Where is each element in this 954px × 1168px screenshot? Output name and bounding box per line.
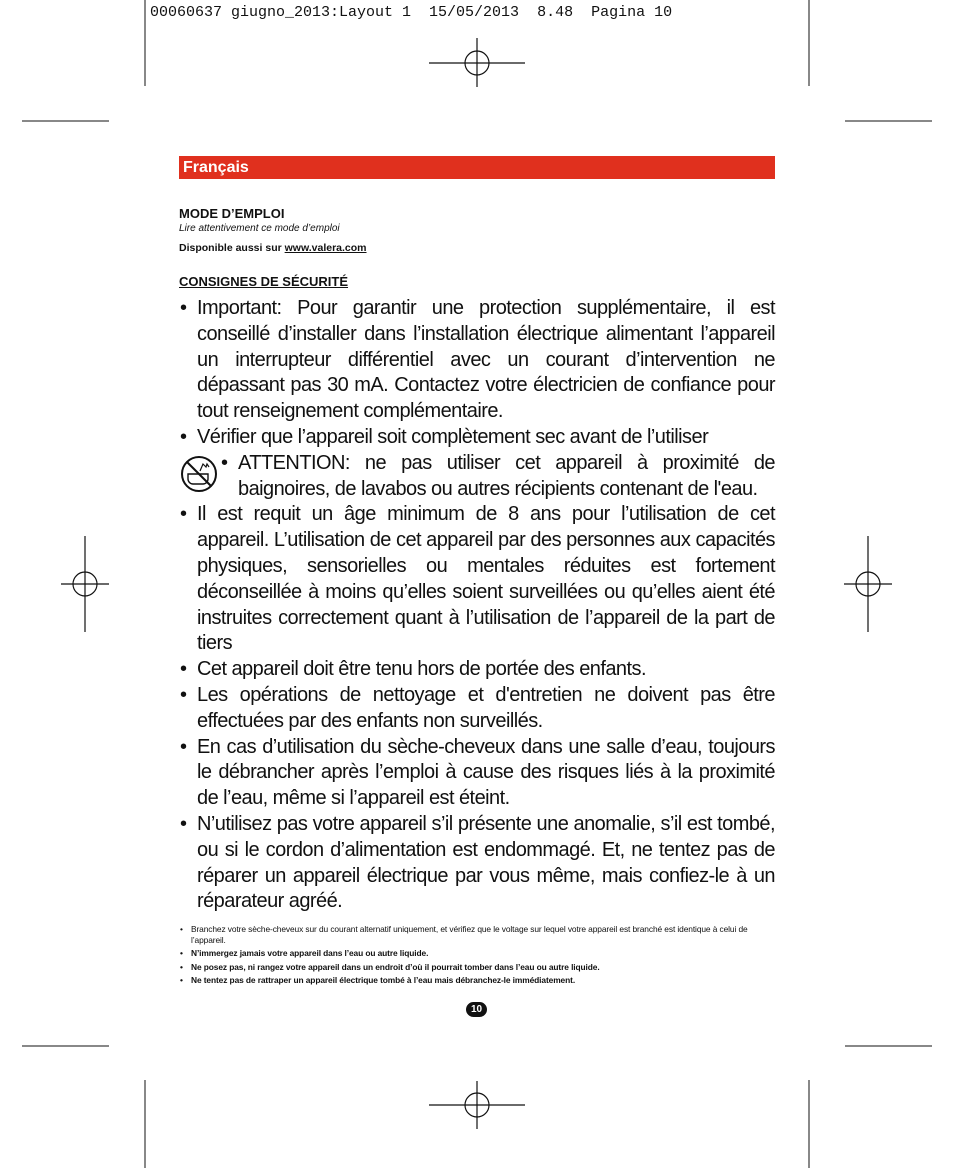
registration-mark-icon <box>429 1081 525 1129</box>
registration-mark-icon <box>429 38 525 87</box>
safety-bullet: • N’utilisez pas votre appareil s’il présente une anomalie, s’il est tombé, ou si le cordon d’alimentation est endommagé. Et, ne tentez pas de réparer un appareil électrique par vous même, mais confiez-le à un réparateur agréé. <box>180 812 775 915</box>
language-header: Français <box>179 156 775 179</box>
safety-bullet: • Il est requit un âge minimum de 8 ans pour l’utilisation de cet appareil. L’utilisation de cet appareil par des personnes aux capacités physiques, sensorielles ou mentales réduites est fortement déconseillée à moins qu’elles soient surveillées ou qu’elles aient été instruites correctement quant à l’utilisation de l’appareil de la part de tiers <box>180 502 775 657</box>
safety-title: CONSIGNES DE SÉCURITÉ <box>179 274 349 289</box>
registration-mark-icon <box>61 536 109 632</box>
safety-bullet-warning: • ATTENTION: ne pas utiliser cet appareil à proximité de baignoires, de lavabos ou autres récipients contenant de l'eau. <box>221 451 775 503</box>
safety-bullet: • Cet appareil doit être tenu hors de portée des enfants. <box>180 657 775 683</box>
small-notes-list <box>180 924 775 989</box>
printer-slug: 00060637 giugno_2013:Layout 1 15/05/2013 8.48 Pagina 10 <box>150 4 673 21</box>
safety-bullet: • Les opérations de nettoyage et d'entretien ne doivent pas être effectuées par des enfants non surveillés. <box>180 683 775 735</box>
small-note: • Ne posez pas, ni rangez votre appareil dans un endroit d’où il pourrait tomber dans l’eau ou autre liquide. <box>180 962 775 973</box>
valera-link[interactable]: www.valera.com <box>284 242 367 254</box>
availability-prefix: Disponible aussi sur <box>179 242 285 254</box>
mode-emploi-title: MODE D’EMPLOI <box>179 206 285 221</box>
safety-bullet: • En cas d’utilisation du sèche-cheveux dans une salle d’eau, toujours le débrancher après l’emploi à cause des risques liés à la proximité de l’eau, même si l’appareil est éteint. <box>180 735 775 812</box>
safety-bullet-list <box>180 296 775 915</box>
safety-bullet: • Vérifier que l’appareil soit complètement sec avant de l’utiliser <box>180 425 775 451</box>
registration-mark-icon <box>844 536 892 632</box>
page-number: 10 <box>466 1002 487 1017</box>
small-note: • Ne tentez pas de rattraper un appareil électrique tombé à l’eau mais débranchez-le immédiatement. <box>180 975 775 986</box>
small-note: • N’immergez jamais votre appareil dans l’eau ou autre liquide. <box>180 948 775 959</box>
small-note: • Branchez votre sèche-cheveux sur du courant alternatif uniquement, et vérifiez que le voltage sur lequel votre appareil est branché est identique à celui de l’appareil. <box>180 924 775 945</box>
mode-emploi-subtitle: Lire attentivement ce mode d’emploi <box>179 223 340 234</box>
safety-bullet: • Important: Pour garantir une protection supplémentaire, il est conseillé d’installer dans l’installation électrique alimentant l’appareil un interrupteur différentiel avec un courant d’intervention ne dépassant pas 30 mA. Contactez votre électricien de confiance pour tout renseignement complémentaire. <box>180 296 775 425</box>
availability-line <box>179 242 367 254</box>
